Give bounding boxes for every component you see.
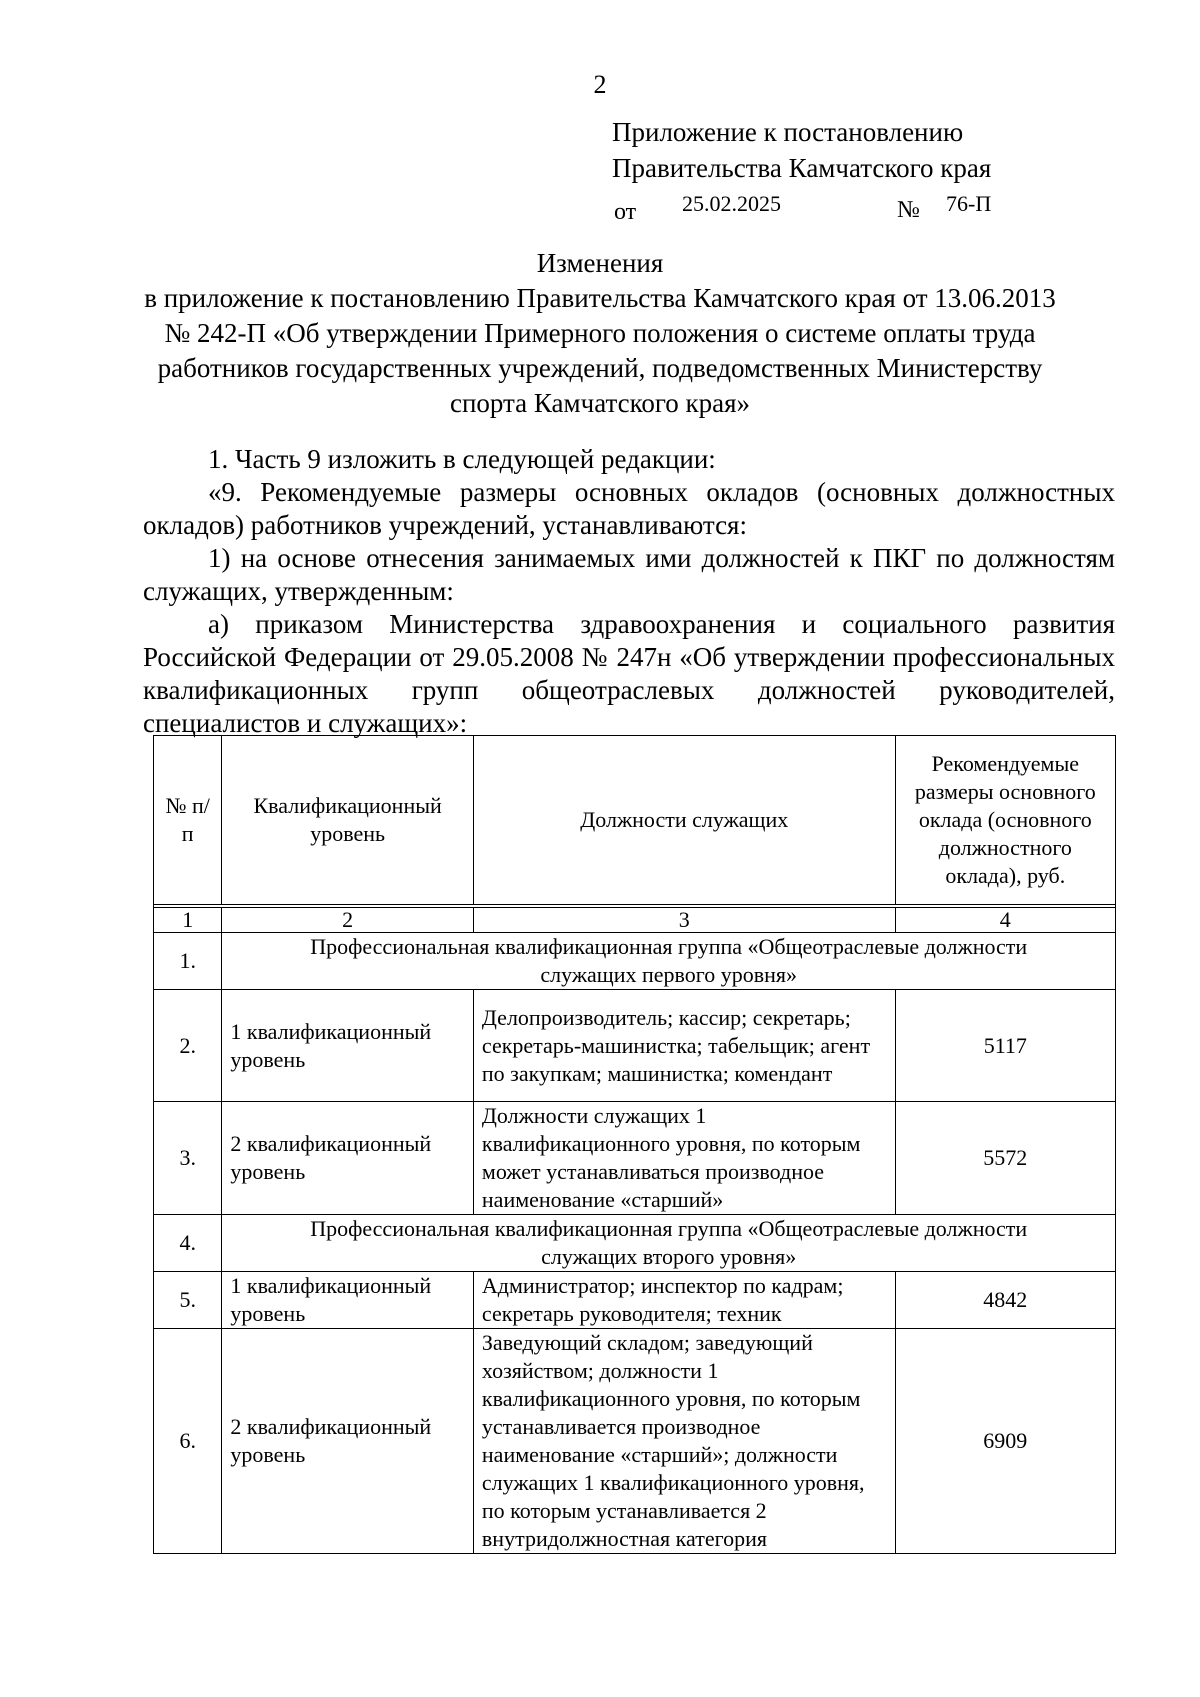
salary: 4842	[895, 1272, 1115, 1329]
salary-table	[153, 735, 1116, 1554]
header-salary: Рекомендуемые размеры основного оклада (основного должностного оклада), руб.	[895, 736, 1115, 905]
header-positions: Должности служащих	[473, 736, 895, 905]
column-number: 3	[473, 908, 895, 933]
paragraph-2: «9. Рекомендуемые размеры основных окладов (основных должностных окладов) работников учреждений, устанавливаются:	[143, 477, 1115, 540]
qualification-level: 2 квалификационный уровень	[222, 1329, 474, 1554]
header-num: № п/п	[154, 736, 222, 905]
column-number-row	[154, 908, 1116, 933]
table-row	[154, 1102, 1116, 1215]
column-number: 1	[154, 908, 222, 933]
appendix-date-line	[612, 186, 991, 226]
paragraph-4: а) приказом Министерства здравоохранения и социального развития Российской Федерации от 29.05.2008 № 247н «Об утверждении профессиональных квалификационных групп общеотраслевых должностей руководителей, специалистов и служащих»:	[143, 609, 1115, 738]
title-line-3: № 242-П «Об утверждении Примерного положения о системе оплаты труда	[164, 318, 1036, 348]
decree-number: 76-П	[946, 191, 992, 216]
positions: Заведующий складом; заведующий хозяйством; должности 1 квалификационного уровня, по которым устанавливается производное наименование «старший»; должности служащих 1 квалификационного уровня, по которым устанавливается 2 внутридолжностная категория	[473, 1329, 895, 1554]
appendix-header	[612, 114, 991, 226]
positions: Делопроизводитель; кассир; секретарь; секретарь-машинистка; табельщик; агент по закупкам; машинистка; комендант	[473, 990, 895, 1102]
header-level: Квалификационный уровень	[222, 736, 474, 905]
title-line-5: спорта Камчатского края»	[449, 388, 751, 418]
column-number: 4	[895, 908, 1115, 933]
table-header-row	[154, 736, 1116, 905]
paragraph-1: 1. Часть 9 изложить в следующей редакции:	[208, 444, 716, 474]
qualification-level: 2 квалификационный уровень	[222, 1102, 474, 1215]
group-heading: Профессиональная квалификационная группа «Общеотраслевые должности служащих второго уровня»	[222, 1215, 1116, 1272]
appendix-line-2: Правительства Камчатского края	[612, 153, 992, 183]
table-row	[154, 1215, 1116, 1272]
qualification-level: 1 квалификационный уровень	[222, 990, 474, 1102]
row-number: 3.	[154, 1102, 222, 1215]
positions: Администратор; инспектор по кадрам; секретарь руководителя; техник	[473, 1272, 895, 1329]
title-line-1: Изменения	[536, 248, 664, 278]
salary: 6909	[895, 1329, 1115, 1554]
table-row	[154, 1329, 1116, 1554]
table-row	[154, 1272, 1116, 1329]
decree-date: 25.02.2025	[682, 191, 781, 216]
document-title	[130, 246, 1070, 421]
number-label: №	[897, 197, 920, 223]
row-number: 2.	[154, 990, 222, 1102]
qualification-level: 1 квалификационный уровень	[222, 1272, 474, 1329]
row-number: 5.	[154, 1272, 222, 1329]
row-number: 4.	[154, 1215, 222, 1272]
column-number: 2	[222, 908, 474, 933]
positions: Должности служащих 1 квалификационного уровня, по которым может устанавливаться производное наименование «старший»	[473, 1102, 895, 1215]
page-number: 2	[593, 70, 607, 99]
from-label: от	[614, 199, 637, 225]
table-row	[154, 990, 1116, 1102]
row-number: 1.	[154, 933, 222, 990]
group-heading: Профессиональная квалификационная группа «Общеотраслевые должности служащих первого уровня»	[222, 933, 1116, 990]
title-line-2: в приложение к постановлению Правительства Камчатского края от 13.06.2013	[144, 283, 1056, 313]
table-row	[154, 933, 1116, 990]
paragraph-3: 1) на основе отнесения занимаемых ими должностей к ПКГ по должностям служащих, утвержденным:	[143, 543, 1115, 606]
row-number: 6.	[154, 1329, 222, 1554]
salary: 5572	[895, 1102, 1115, 1215]
title-line-4: работников государственных учреждений, подведомственных Министерству	[157, 353, 1043, 383]
body-text	[143, 443, 1115, 740]
salary: 5117	[895, 990, 1115, 1102]
appendix-line-1: Приложение к постановлению	[612, 117, 964, 147]
